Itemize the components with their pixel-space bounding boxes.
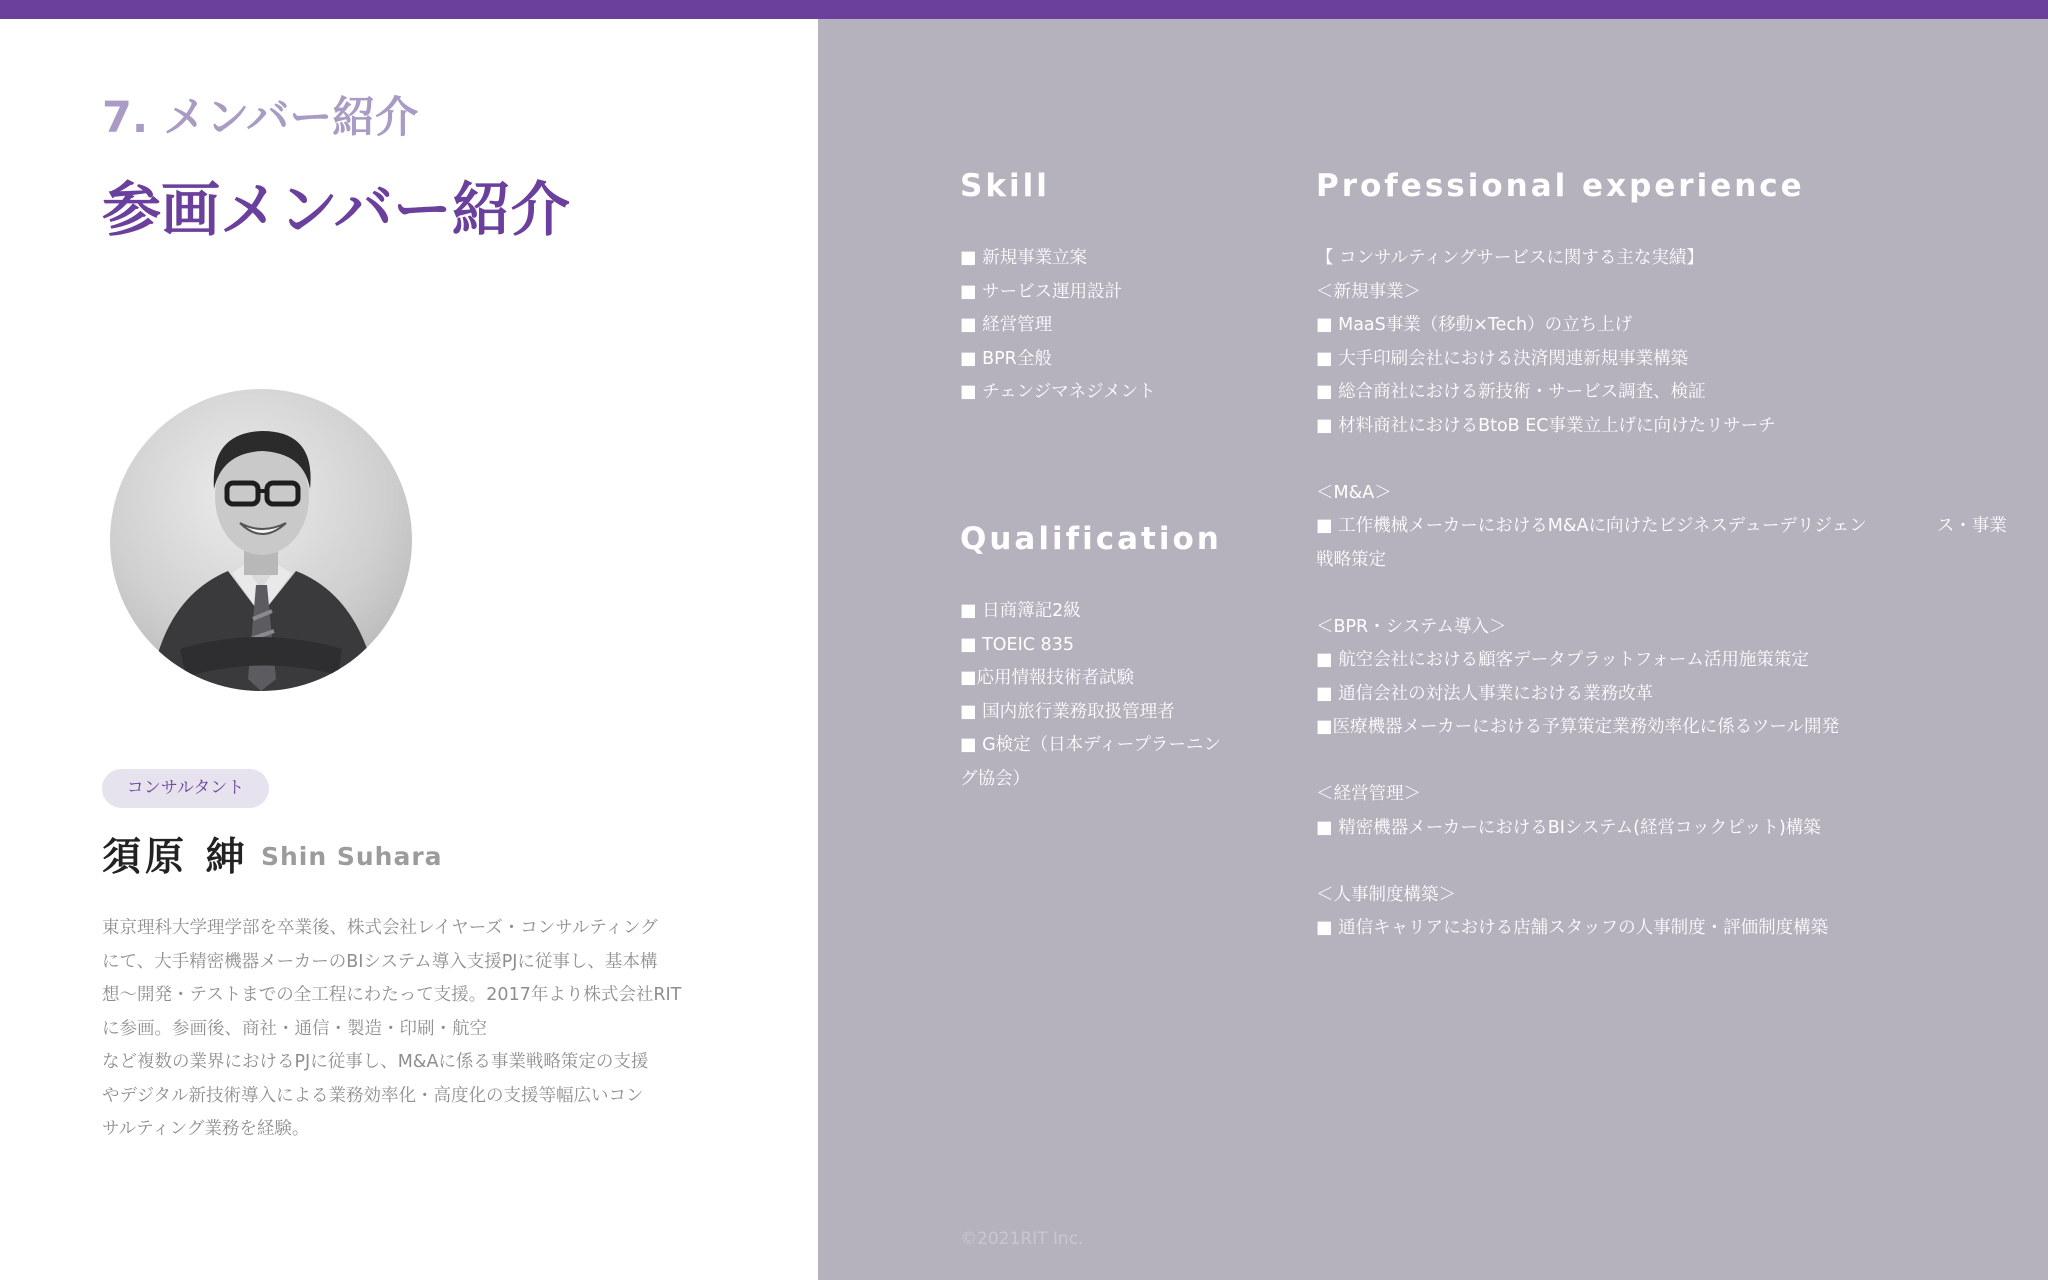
portrait-photo — [110, 389, 412, 691]
bio-line: 東京理科大学理学部を卒業後、株式会社レイヤーズ・コンサルティング — [102, 918, 658, 938]
qualification-item: グ協会） — [960, 768, 1030, 789]
bio-line: など複数の業界におけるPJに従事し、M&Aに係る事業戦略策定の支援 — [102, 1052, 649, 1072]
skill-item: ■ BPR全般 — [960, 348, 1052, 369]
experience-line: ■ 工作機械メーカーにおけるM&Aに向けたビジネスデューデリジェン ス・事業 — [1316, 516, 2007, 536]
experience-heading: Professional experience — [1316, 168, 1805, 204]
qualification-item: ■ G検定（日本ディープラーニン — [960, 735, 1221, 755]
experience-line: ■ 航空会社における顧客データプラットフォーム活用施策策定 — [1316, 650, 1809, 670]
experience-line: ■ 通信会社の対法人事業における業務改革 — [1316, 683, 1654, 704]
experience-line: ＜経営管理＞ — [1316, 784, 1421, 804]
qualification-item: ■ TOEIC 835 — [960, 634, 1074, 655]
experience-line: ＜BPR・システム導入＞ — [1316, 616, 1507, 637]
qualification-item: ■応用情報技術者試験 — [960, 668, 1135, 688]
skill-item: ■ サービス運用設計 — [960, 281, 1123, 302]
experience-line: ＜新規事業＞ — [1316, 281, 1421, 302]
role-badge: コンサルタント — [102, 769, 269, 808]
skill-item: ■ チェンジマネジメント — [960, 382, 1156, 402]
section-label: 7. メンバー紹介 — [102, 93, 419, 143]
skill-item: ■ 新規事業立案 — [960, 248, 1088, 268]
experience-line: ■ 材料商社におけるBtoB EC事業立上げに向けたリサーチ — [1316, 415, 1776, 436]
experience-line: ■ MaaS事業（移動×Tech）の立ち上げ — [1316, 315, 1633, 335]
experience-line: ■ 総合商社における新技術・サービス調査、検証 — [1316, 382, 1706, 402]
bio-line: サルティング業務を経験。 — [102, 1119, 310, 1139]
bio-line: にて、大手精密機器メーカーのBIシステム導入支援PJに従事し、基本構 — [102, 951, 658, 972]
skill-item: ■ 経営管理 — [960, 315, 1053, 335]
experience-line: ＜M&A＞ — [1316, 482, 1392, 503]
member-name-jp: 須原 紳 — [102, 835, 249, 880]
skill-list — [960, 242, 1156, 410]
experience-line — [1316, 845, 2007, 879]
experience-line: ＜人事制度構築＞ — [1316, 884, 1456, 905]
member-bio — [102, 912, 682, 1147]
qualification-item: ■ 日商簿記2級 — [960, 601, 1081, 621]
experience-line: 戦略策定 — [1316, 549, 1386, 570]
copyright: ©2021RIT Inc. — [960, 1229, 1084, 1249]
experience-list — [1316, 242, 2007, 946]
experience-line: 【 コンサルティングサービスに関する主な実績】 — [1316, 248, 1704, 268]
qualification-heading: Qualification — [960, 521, 1222, 557]
experience-line — [1316, 443, 2007, 477]
experience-line: ■医療機器メーカーにおける予算策定業務効率化に係るツール開発 — [1316, 717, 1839, 737]
experience-line: ■ 精密機器メーカーにおけるBIシステム(経営コックピット)構築 — [1316, 817, 1821, 838]
top-accent-bar — [0, 0, 2048, 19]
skill-heading: Skill — [960, 168, 1050, 204]
qualification-list — [960, 595, 1221, 796]
bio-line: やデジタル新技術導入による業務効率化・高度化の支援等幅広いコン — [102, 1085, 644, 1106]
page-title: 参画メンバー紹介 — [102, 175, 570, 244]
experience-line — [1316, 745, 2007, 779]
avatar — [110, 389, 412, 691]
member-name-en: Shin Suhara — [261, 842, 443, 871]
bio-line: に参画。参画後、商社・通信・製造・印刷・航空 — [102, 1018, 487, 1039]
experience-line: ■ 通信キャリアにおける店舗スタッフの人事制度・評価制度構築 — [1316, 918, 1829, 938]
qualification-item: ■ 国内旅行業務取扱管理者 — [960, 701, 1175, 722]
experience-line — [1316, 577, 2007, 611]
bio-line: 想～開発・テストまでの全工程にわたって支援。2017年より株式会社RIT — [102, 985, 682, 1005]
experience-line: ■ 大手印刷会社における決済関連新規事業構築 — [1316, 348, 1689, 369]
